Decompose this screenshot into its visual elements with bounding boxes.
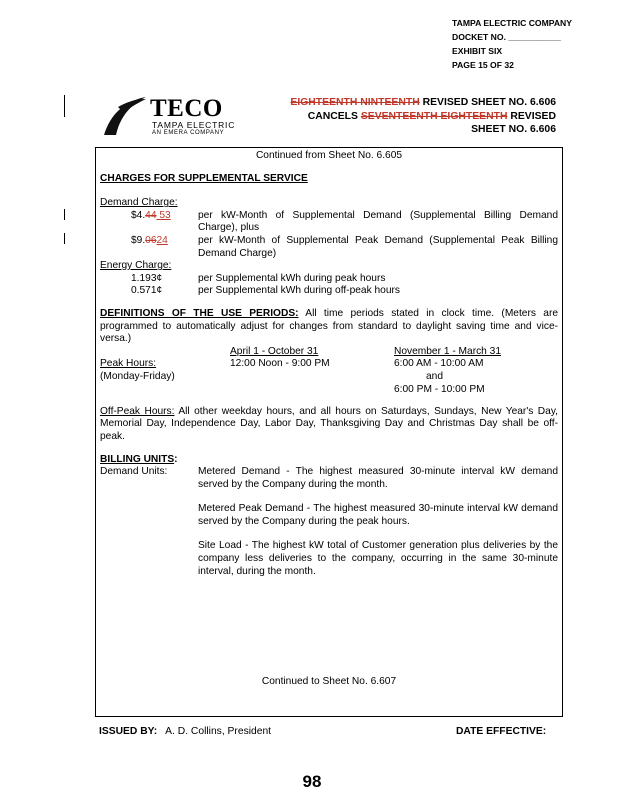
struck-revision: EIGHTEENTH NINTEENTH — [290, 97, 420, 108]
logo-wordmark: TECO — [150, 95, 223, 122]
revision-line-1: EIGHTEENTH NINTEENTH REVISED SHEET NO. 6.606 — [290, 97, 556, 108]
energy-charge-label: Energy Charge: — [100, 260, 172, 272]
energy-charge-row: 0.571¢ per Supplemental kWh during off-peak hours — [131, 285, 400, 297]
teco-logo — [100, 95, 260, 140]
off-peak-hours: Off-Peak Hours: All other weekday hours, and all hours on Saturdays, Sundays, New Year's Day, Memorial Day, Independence Day, Labor Day, Thanksgiving Day and Christmas Day shall be off-peak. — [100, 405, 558, 442]
demand-units-row — [100, 466, 558, 578]
section-title: CHARGES FOR SUPPLEMENTAL SERVICE — [100, 172, 308, 184]
revision-bar — [64, 209, 65, 220]
site-load-def: Site Load - The highest kW total of Customer generation plus deliveries by the company less deliveries to the company, occurring in the same 30-minute interval, during the month. — [198, 540, 558, 577]
teco-swoosh-icon — [100, 95, 148, 137]
issued-by: ISSUED BY: A. D. Collins, President — [99, 726, 272, 737]
metered-peak-demand-def: Metered Peak Demand - The highest measured 30-minute interval kW demand served by the Company during the peak hours. — [198, 503, 558, 527]
summer-peak-hours: 12:00 Noon - 9:00 PM — [230, 358, 330, 370]
energy-charge-row: 1.193¢ per Supplemental kWh during peak hours — [131, 272, 386, 284]
winter-peak-hours-morning: 6:00 AM - 10:00 AM — [394, 358, 484, 370]
demand-units-label: Demand Units: — [100, 466, 168, 478]
page-number: 98 — [302, 772, 322, 791]
struck-cancels: SEVENTEENTH EIGHTEENTH — [360, 110, 508, 122]
tariff-content — [100, 150, 558, 578]
demand-charge-text: per kW-Month of Supplemental Demand (Supplemental Billing Demand Charge), plus — [198, 209, 558, 234]
peak-hours-days: (Monday-Friday) — [100, 370, 175, 382]
company-header — [452, 16, 572, 72]
company-name: TAMPA ELECTRIC COMPANY — [452, 18, 572, 28]
use-periods-definition: DEFINITIONS OF THE USE PERIODS: All time periods stated in clock time. (Meters are programmed to automatically adjust for changes from standard to daylight saving time and vice-versa.) — [100, 307, 558, 345]
billing-units-heading: BILLING UNITS: — [100, 453, 178, 465]
peak-demand-charge-text: per kW-Month of Supplemental Peak Demand (Supplemental Peak Billing Demand Charge) — [198, 234, 558, 259]
demand-charge-row — [100, 210, 558, 235]
demand-charge-value: $4.44 53 — [131, 209, 171, 221]
exhibit-label: EXHIBIT SIX — [452, 46, 503, 56]
page-of-label: PAGE 15 OF 32 — [452, 60, 514, 70]
docket-number: DOCKET NO. ___________ — [452, 32, 561, 42]
period-header-winter: November 1 - March 31 — [394, 345, 502, 357]
winter-peak-hours-evening: 6:00 PM - 10:00 PM — [394, 383, 485, 395]
revision-line-2: CANCELS SEVENTEENTH EIGHTEENTH REVISED — [307, 110, 556, 122]
peak-demand-charge-value: $9.0624 — [131, 234, 168, 246]
continued-from: Continued from Sheet No. 6.605 — [255, 150, 403, 161]
demand-units-definitions — [198, 466, 558, 578]
metered-demand-def: Metered Demand - The highest measured 30-minute interval kW demand served by the Company during the month. — [198, 466, 558, 490]
revision-block — [290, 96, 556, 137]
revision-line-3: SHEET NO. 6.606 — [471, 124, 556, 135]
logo-subtitle: TAMPA ELECTRIC — [152, 120, 236, 130]
continued-to: Continued to Sheet No. 6.607 — [261, 676, 397, 687]
demand-charge-label: Demand Charge: — [100, 197, 178, 209]
period-header-summer: April 1 - October 31 — [230, 345, 319, 357]
peak-demand-charge-row — [100, 235, 558, 260]
logo-tagline: AN EMERA COMPANY — [152, 130, 225, 136]
revision-bar — [64, 233, 65, 244]
revision-bar — [64, 95, 65, 117]
peak-hours-label: Peak Hours: — [100, 358, 157, 370]
date-effective: DATE EFFECTIVE: — [456, 726, 547, 737]
peak-hours-table: April 1 - October 31 November 1 - March 31 Peak Hours: (Monday-Friday) 12:00 Noon - 9:00 PM 6:00 AM - 10:00 AM and 6:00 PM - 10:00 PM — [100, 345, 502, 395]
